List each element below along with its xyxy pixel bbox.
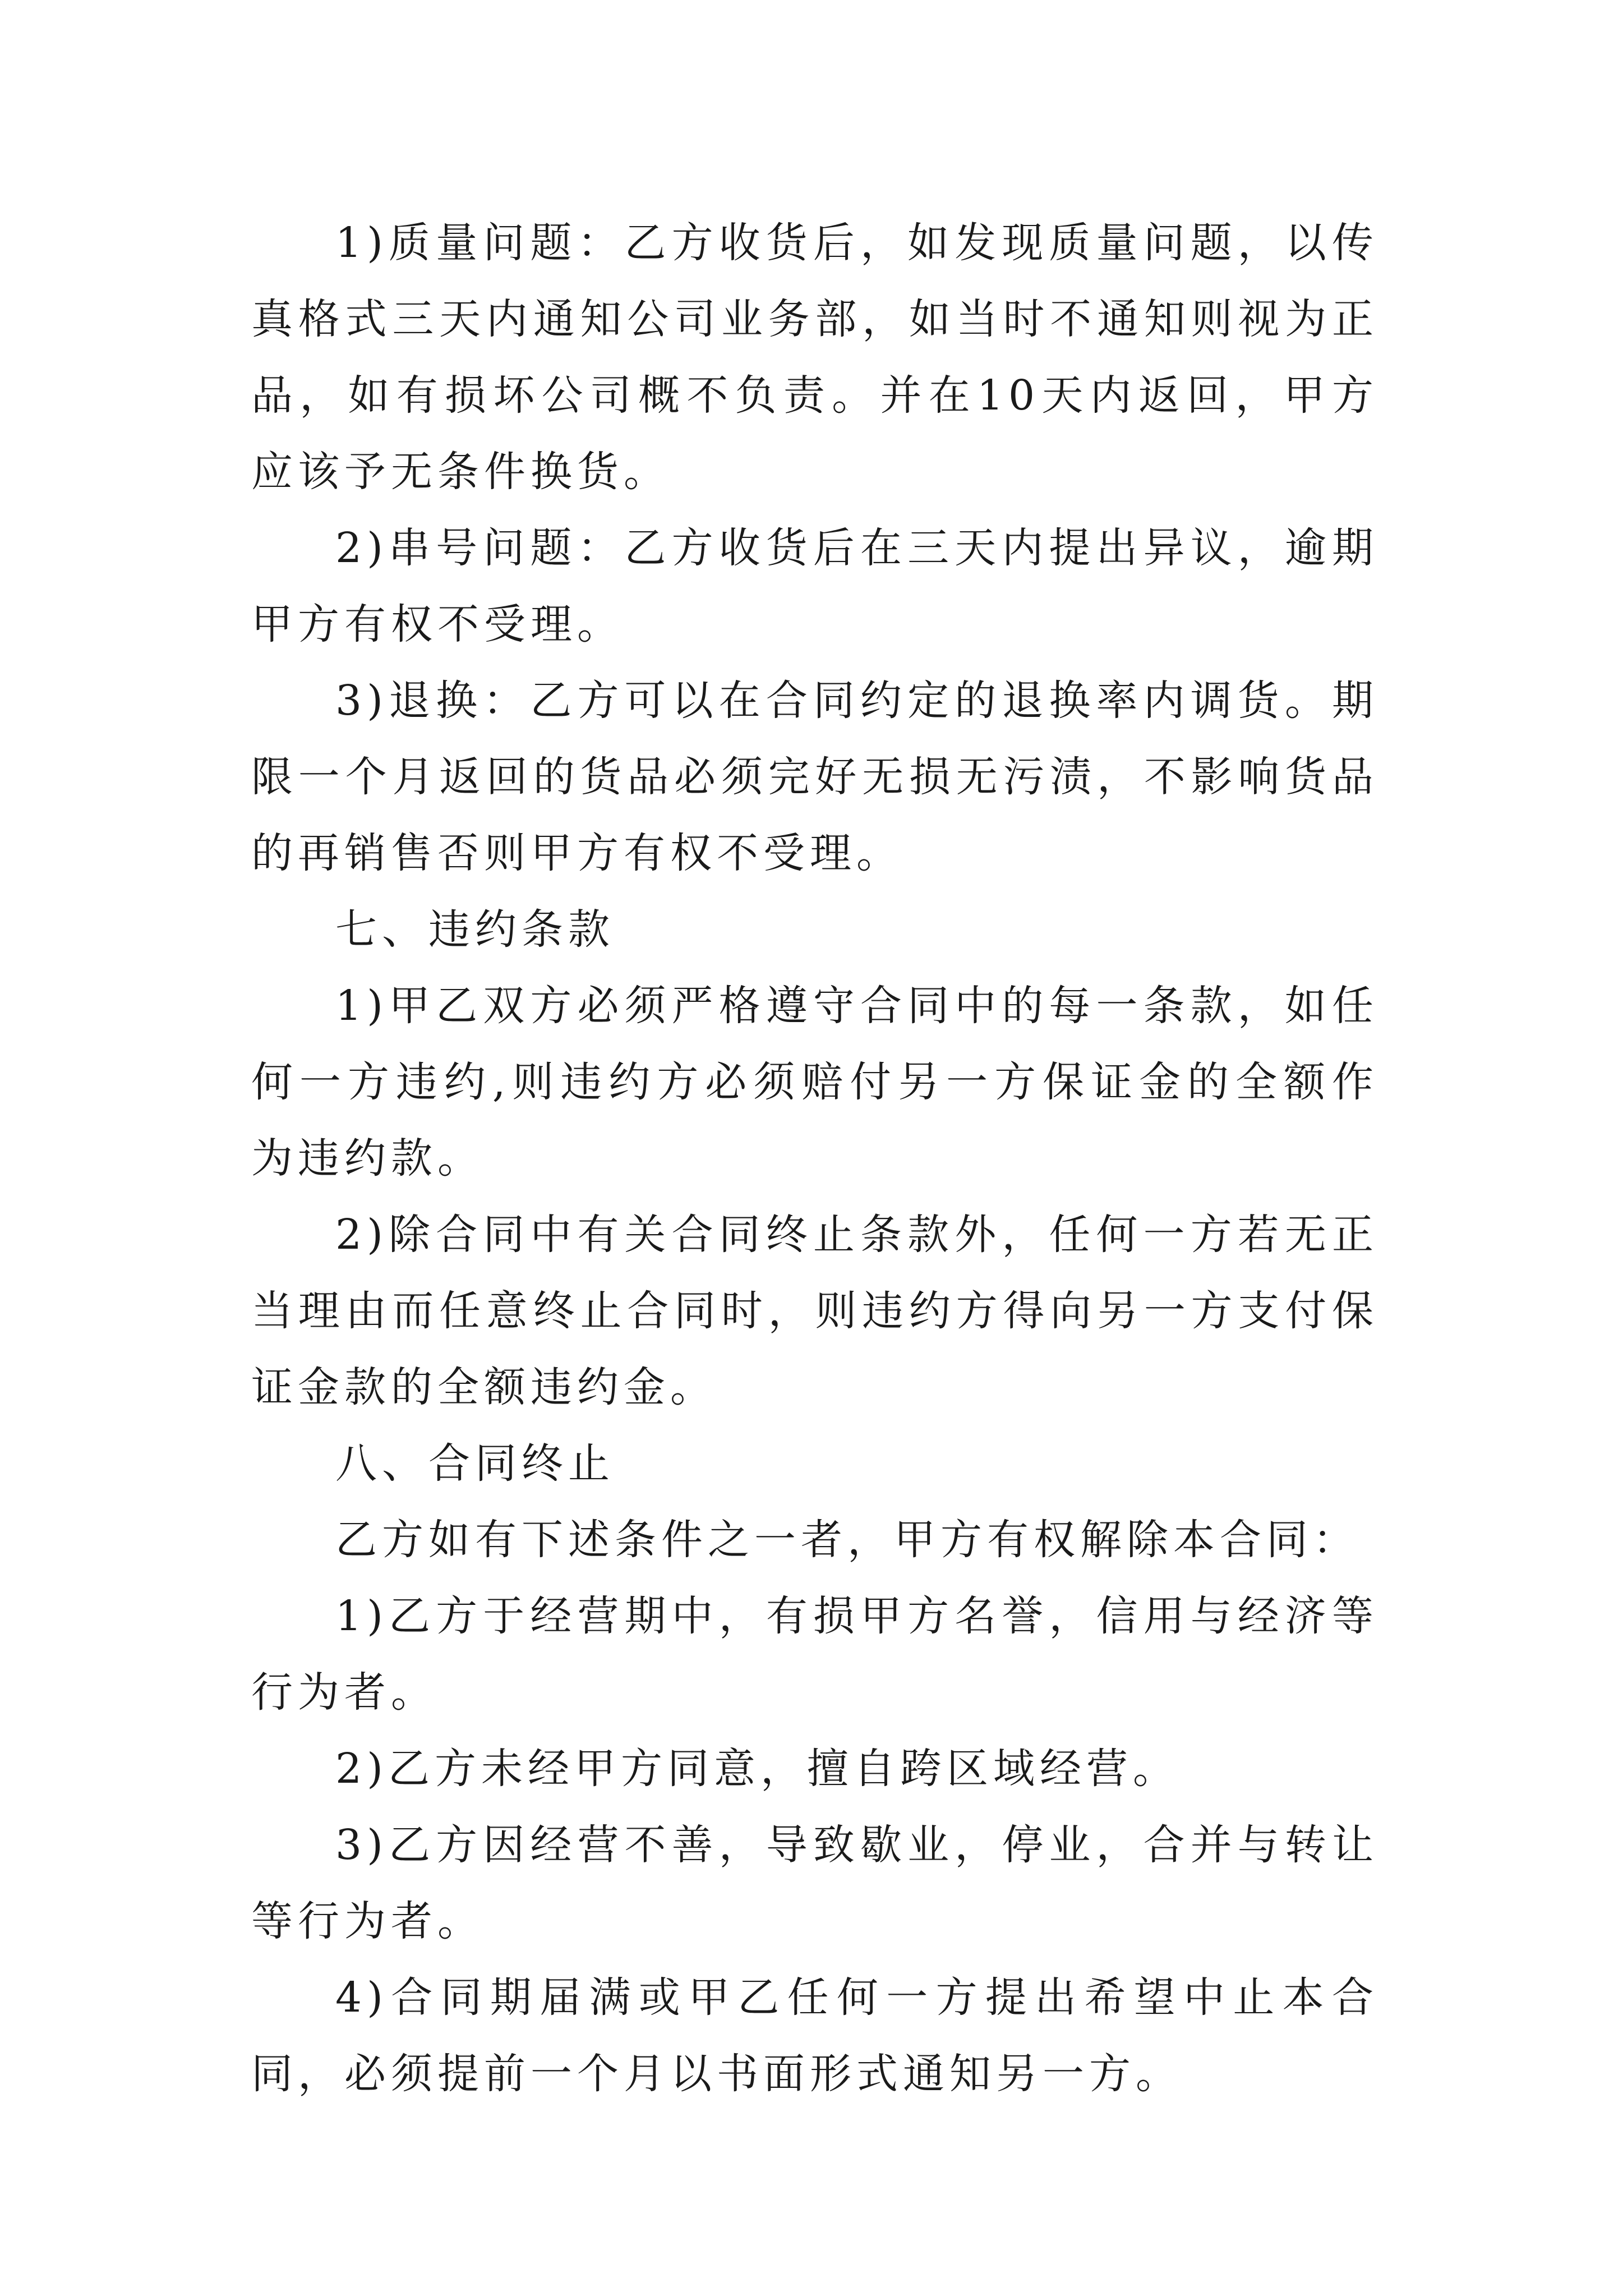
paragraph-termination-3: 3)乙方因经营不善，导致歇业，停业，合并与转让等行为者。 — [251, 1821, 1378, 1945]
paragraph-serial-number-issue: 2)串号问题：乙方收货后在三天内提出异议，逾期甲方有权不受理。 — [251, 524, 1378, 648]
section-heading-termination: 八、合同终止 — [335, 1439, 615, 1488]
section-heading-breach: 七、违约条款 — [335, 905, 615, 954]
paragraph-termination-1: 1)乙方于经营期中，有损甲方名誉，信用与经济等行为者。 — [251, 1592, 1378, 1717]
document-body — [251, 205, 1378, 2112]
paragraph-returns: 3)退换：乙方可以在合同约定的退换率内调货。期限一个月返回的货品必须完好无损无污渍，不影响货品的再销售否则甲方有权不受理。 — [251, 677, 1378, 877]
paragraph-breach-2: 2)除合同中有关合同终止条款外，任何一方若无正当理由而任意终止合同时，则违约方得向另一方支付保证金款的全额违约金。 — [251, 1211, 1378, 1411]
paragraph-termination-2: 2)乙方未经甲方同意，擅自跨区域经营。 — [335, 1745, 1179, 1793]
paragraph-quality-issue: 1)质量问题：乙方收货后，如发现质量问题，以传真格式三天内通知公司业务部，如当时不通知则视为正品，如有损坏公司概不负责。并在10天内返回，甲方应该予无条件换货。 — [251, 219, 1378, 496]
paragraph-termination-intro: 乙方如有下述条件之一者，甲方有权解除本合同： — [335, 1516, 1359, 1564]
paragraph-breach-1: 1)甲乙双方必须严格遵守合同中的每一条款，如任何一方违约,则违约方必须赔付另一方保证金的全额作为违约款。 — [251, 982, 1378, 1182]
paragraph-termination-4: 4)合同期届满或甲乙任何一方提出希望中止本合同，必须提前一个月以书面形式通知另一方。 — [251, 1973, 1378, 2098]
